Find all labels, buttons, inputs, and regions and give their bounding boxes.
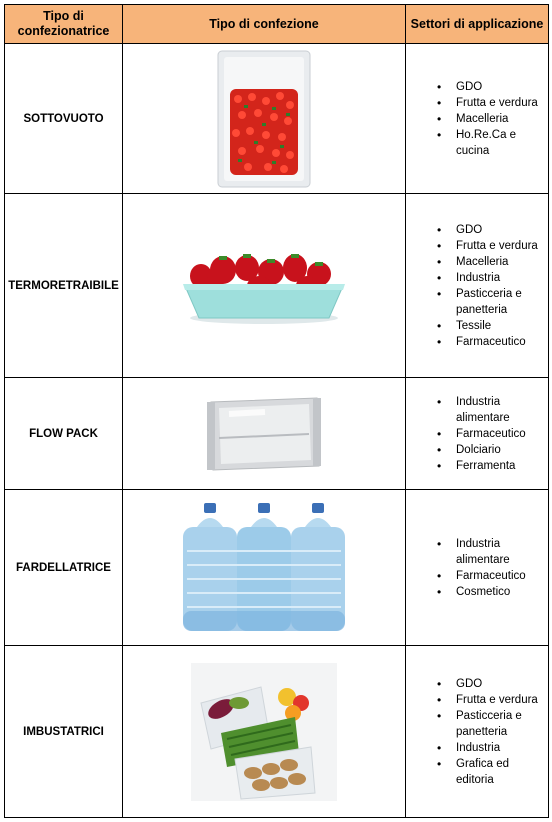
table-row: [5, 194, 549, 378]
sector-item: • GDO: [456, 79, 548, 95]
flow-pack-pouch-image: [205, 394, 323, 474]
sectors-cell: [406, 194, 549, 378]
sector-item: • Macelleria: [456, 111, 548, 127]
sector-item: • Macelleria: [456, 254, 548, 270]
sector-item: • Industria: [456, 270, 548, 286]
sector-item: • Farmaceutico: [456, 334, 548, 350]
sector-item: • Industria: [456, 740, 548, 756]
sector-list: [406, 536, 548, 600]
package-image-cell: [123, 44, 406, 194]
sectors-cell: [406, 44, 549, 194]
header-package-type: Tipo di confezione: [123, 5, 406, 44]
sector-item: • Tessile: [456, 318, 548, 334]
sector-list: [406, 222, 548, 350]
table-row: [5, 490, 549, 646]
vegetable-bags-image: [191, 663, 337, 801]
sector-item: • Grafica ed editoria: [456, 756, 548, 788]
table-row: [5, 646, 549, 818]
machine-name: SOTTOVUOTO: [5, 44, 123, 194]
packaging-table: [4, 4, 549, 818]
package-image-cell: [123, 194, 406, 378]
sectors-cell: [406, 646, 549, 818]
sector-item: • Pasticceria e panetteria: [456, 286, 548, 318]
vacuum-bag-tomatoes-image: [214, 49, 314, 189]
header-sectors: Settori di applicazione: [406, 5, 549, 44]
sector-item: • Dolciario: [456, 442, 548, 458]
sector-item: • Ferramenta: [456, 458, 548, 474]
machine-name: FLOW PACK: [5, 378, 123, 490]
sector-list: [406, 676, 548, 788]
sector-list: [406, 394, 548, 474]
machine-name: TERMORETRAIBILE: [5, 194, 123, 378]
sectors-cell: [406, 378, 549, 490]
sector-item: • GDO: [456, 222, 548, 238]
sector-item: • Farmaceutico: [456, 568, 548, 584]
sector-item: • GDO: [456, 676, 548, 692]
strawberry-tray-image: [179, 246, 349, 326]
water-bottle-bundle-image: [179, 501, 349, 635]
sector-item: • Farmaceutico: [456, 426, 548, 442]
package-image-cell: [123, 378, 406, 490]
header-machine-type: Tipo di confezionatrice: [5, 5, 123, 44]
package-image-cell: [123, 646, 406, 818]
sector-item: • Pasticceria e panetteria: [456, 708, 548, 740]
sector-item: • Industria alimentare: [456, 536, 548, 568]
sector-item: • Cosmetico: [456, 584, 548, 600]
sector-item: • Industria alimentare: [456, 394, 548, 426]
machine-name: FARDELLATRICE: [5, 490, 123, 646]
sectors-cell: [406, 490, 549, 646]
table-row: [5, 44, 549, 194]
sector-item: • Frutta e verdura: [456, 238, 548, 254]
sector-item: • Frutta e verdura: [456, 95, 548, 111]
machine-name: IMBUSTATRICI: [5, 646, 123, 818]
header-row: [5, 5, 549, 44]
sector-list: [406, 79, 548, 159]
table-row: [5, 378, 549, 490]
sector-item: • Frutta e verdura: [456, 692, 548, 708]
package-image-cell: [123, 490, 406, 646]
sector-item: • Ho.Re.Ca e cucina: [456, 127, 548, 159]
